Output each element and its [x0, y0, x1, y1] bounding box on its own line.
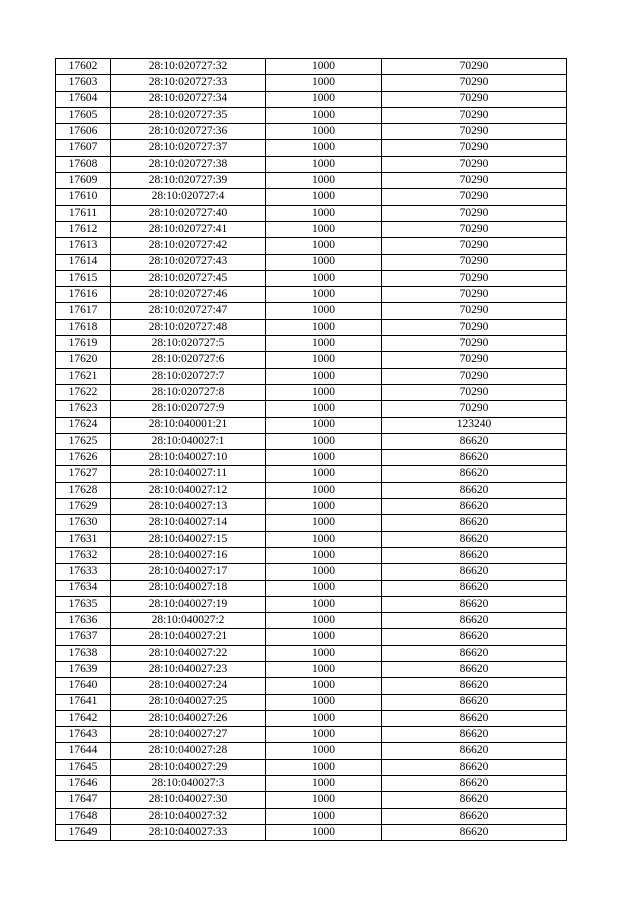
value-cell: 70290: [382, 368, 567, 384]
row-number-cell: 17621: [56, 368, 111, 384]
table-row: [56, 629, 567, 645]
table-row: [56, 808, 567, 824]
table-row: [56, 678, 567, 694]
value-cell: 70290: [382, 107, 567, 123]
value-cell: 70290: [382, 156, 567, 172]
area-cell: 1000: [266, 221, 382, 237]
area-cell: 1000: [266, 59, 382, 75]
cadastral-number-cell: 28:10:040027:12: [111, 482, 266, 498]
cadastral-number-cell: 28:10:040027:21: [111, 629, 266, 645]
table-row: [56, 270, 567, 286]
row-number-cell: 17609: [56, 173, 111, 189]
area-cell: 1000: [266, 433, 382, 449]
row-number-cell: 17626: [56, 450, 111, 466]
area-cell: 1000: [266, 238, 382, 254]
row-number-cell: 17603: [56, 75, 111, 91]
row-number-cell: 17642: [56, 710, 111, 726]
value-cell: 70290: [382, 140, 567, 156]
area-cell: 1000: [266, 499, 382, 515]
value-cell: 70290: [382, 384, 567, 400]
value-cell: 70290: [382, 401, 567, 417]
area-cell: 1000: [266, 254, 382, 270]
row-number-cell: 17624: [56, 417, 111, 433]
value-cell: 86620: [382, 482, 567, 498]
row-number-cell: 17612: [56, 221, 111, 237]
value-cell: 70290: [382, 336, 567, 352]
cadastral-number-cell: 28:10:040027:29: [111, 759, 266, 775]
row-number-cell: 17637: [56, 629, 111, 645]
area-cell: 1000: [266, 124, 382, 140]
table-row: [56, 254, 567, 270]
table-row: [56, 450, 567, 466]
cadastral-number-cell: 28:10:020727:37: [111, 140, 266, 156]
cadastral-number-cell: 28:10:040027:10: [111, 450, 266, 466]
cadastral-number-cell: 28:10:040027:13: [111, 499, 266, 515]
table-row: [56, 645, 567, 661]
row-number-cell: 17648: [56, 808, 111, 824]
value-cell: 86620: [382, 743, 567, 759]
cadastral-number-cell: 28:10:040027:17: [111, 564, 266, 580]
area-cell: 1000: [266, 352, 382, 368]
row-number-cell: 17623: [56, 401, 111, 417]
table-row: [56, 743, 567, 759]
cadastral-number-cell: 28:10:040001:21: [111, 417, 266, 433]
cadastral-number-cell: 28:10:020727:7: [111, 368, 266, 384]
area-cell: 1000: [266, 759, 382, 775]
area-cell: 1000: [266, 515, 382, 531]
area-cell: 1000: [266, 450, 382, 466]
value-cell: 70290: [382, 352, 567, 368]
value-cell: 86620: [382, 515, 567, 531]
row-number-cell: 17618: [56, 319, 111, 335]
value-cell: 86620: [382, 433, 567, 449]
row-number-cell: 17602: [56, 59, 111, 75]
row-number-cell: 17634: [56, 580, 111, 596]
row-number-cell: 17611: [56, 205, 111, 221]
row-number-cell: 17649: [56, 824, 111, 840]
value-cell: 86620: [382, 710, 567, 726]
area-cell: 1000: [266, 303, 382, 319]
table-row: [56, 189, 567, 205]
cadastral-number-cell: 28:10:020727:9: [111, 401, 266, 417]
row-number-cell: 17631: [56, 531, 111, 547]
table-row: [56, 824, 567, 840]
area-cell: 1000: [266, 694, 382, 710]
cadastral-number-cell: 28:10:020727:33: [111, 75, 266, 91]
row-number-cell: 17613: [56, 238, 111, 254]
value-cell: 86620: [382, 450, 567, 466]
area-cell: 1000: [266, 531, 382, 547]
value-cell: 70290: [382, 287, 567, 303]
row-number-cell: 17619: [56, 336, 111, 352]
area-cell: 1000: [266, 661, 382, 677]
value-cell: 70290: [382, 59, 567, 75]
table-row: [56, 482, 567, 498]
cadastral-number-cell: 28:10:040027:23: [111, 661, 266, 677]
cadastral-number-cell: 28:10:020727:48: [111, 319, 266, 335]
value-cell: 86620: [382, 613, 567, 629]
value-cell: 86620: [382, 808, 567, 824]
value-cell: 86620: [382, 661, 567, 677]
row-number-cell: 17606: [56, 124, 111, 140]
table-row: [56, 287, 567, 303]
table-row: [56, 499, 567, 515]
area-cell: 1000: [266, 189, 382, 205]
area-cell: 1000: [266, 727, 382, 743]
value-cell: 70290: [382, 124, 567, 140]
area-cell: 1000: [266, 156, 382, 172]
table-row: [56, 613, 567, 629]
row-number-cell: 17608: [56, 156, 111, 172]
value-cell: 86620: [382, 645, 567, 661]
value-cell: 86620: [382, 580, 567, 596]
area-cell: 1000: [266, 629, 382, 645]
area-cell: 1000: [266, 824, 382, 840]
area-cell: 1000: [266, 808, 382, 824]
row-number-cell: 17639: [56, 661, 111, 677]
value-cell: 70290: [382, 303, 567, 319]
value-cell: 86620: [382, 759, 567, 775]
row-number-cell: 17647: [56, 792, 111, 808]
table-row: [56, 547, 567, 563]
table-row: [56, 401, 567, 417]
cadastral-number-cell: 28:10:040027:16: [111, 547, 266, 563]
cadastral-number-cell: 28:10:040027:26: [111, 710, 266, 726]
cadastral-number-cell: 28:10:020727:34: [111, 91, 266, 107]
row-number-cell: 17614: [56, 254, 111, 270]
row-number-cell: 17607: [56, 140, 111, 156]
area-cell: 1000: [266, 564, 382, 580]
table-row: [56, 694, 567, 710]
value-cell: 70290: [382, 189, 567, 205]
area-cell: 1000: [266, 319, 382, 335]
table-row: [56, 727, 567, 743]
row-number-cell: 17644: [56, 743, 111, 759]
cadastral-number-cell: 28:10:020727:32: [111, 59, 266, 75]
area-cell: 1000: [266, 336, 382, 352]
cadastral-number-cell: 28:10:040027:15: [111, 531, 266, 547]
area-cell: 1000: [266, 368, 382, 384]
row-number-cell: 17616: [56, 287, 111, 303]
table-row: [56, 580, 567, 596]
row-number-cell: 17605: [56, 107, 111, 123]
value-cell: 86620: [382, 596, 567, 612]
table-row: [56, 759, 567, 775]
table-row: [56, 368, 567, 384]
value-cell: 70290: [382, 270, 567, 286]
value-cell: 86620: [382, 727, 567, 743]
table-row: [56, 205, 567, 221]
cadastral-number-cell: 28:10:020727:8: [111, 384, 266, 400]
table-row: [56, 596, 567, 612]
value-cell: 123240: [382, 417, 567, 433]
row-number-cell: 17622: [56, 384, 111, 400]
cadastral-number-cell: 28:10:020727:5: [111, 336, 266, 352]
table-row: [56, 336, 567, 352]
value-cell: 70290: [382, 75, 567, 91]
area-cell: 1000: [266, 743, 382, 759]
row-number-cell: 17617: [56, 303, 111, 319]
cadastral-number-cell: 28:10:040027:28: [111, 743, 266, 759]
table-row: [56, 352, 567, 368]
table-row: [56, 776, 567, 792]
value-cell: 86620: [382, 564, 567, 580]
table-row: [56, 107, 567, 123]
data-table: [55, 58, 567, 841]
cadastral-number-cell: 28:10:020727:43: [111, 254, 266, 270]
cadastral-number-cell: 28:10:020727:45: [111, 270, 266, 286]
table-row: [56, 124, 567, 140]
value-cell: 86620: [382, 792, 567, 808]
row-number-cell: 17615: [56, 270, 111, 286]
value-cell: 86620: [382, 678, 567, 694]
table-row: [56, 238, 567, 254]
row-number-cell: 17643: [56, 727, 111, 743]
area-cell: 1000: [266, 792, 382, 808]
table-row: [56, 564, 567, 580]
table-row: [56, 433, 567, 449]
table-row: [56, 140, 567, 156]
table-row: [56, 156, 567, 172]
row-number-cell: 17629: [56, 499, 111, 515]
area-cell: 1000: [266, 417, 382, 433]
value-cell: 70290: [382, 221, 567, 237]
cadastral-number-cell: 28:10:020727:41: [111, 221, 266, 237]
cadastral-number-cell: 28:10:040027:14: [111, 515, 266, 531]
area-cell: 1000: [266, 466, 382, 482]
table-row: [56, 59, 567, 75]
table-row: [56, 221, 567, 237]
area-cell: 1000: [266, 613, 382, 629]
table-row: [56, 173, 567, 189]
cadastral-number-cell: 28:10:020727:46: [111, 287, 266, 303]
cadastral-number-cell: 28:10:040027:1: [111, 433, 266, 449]
area-cell: 1000: [266, 75, 382, 91]
value-cell: 86620: [382, 499, 567, 515]
value-cell: 70290: [382, 319, 567, 335]
value-cell: 86620: [382, 629, 567, 645]
cadastral-number-cell: 28:10:040027:19: [111, 596, 266, 612]
cadastral-number-cell: 28:10:040027:32: [111, 808, 266, 824]
area-cell: 1000: [266, 205, 382, 221]
cadastral-number-cell: 28:10:040027:30: [111, 792, 266, 808]
value-cell: 70290: [382, 205, 567, 221]
value-cell: 86620: [382, 466, 567, 482]
cadastral-number-cell: 28:10:040027:3: [111, 776, 266, 792]
cadastral-number-cell: 28:10:040027:2: [111, 613, 266, 629]
area-cell: 1000: [266, 678, 382, 694]
value-cell: 70290: [382, 173, 567, 189]
area-cell: 1000: [266, 173, 382, 189]
table-row: [56, 466, 567, 482]
area-cell: 1000: [266, 596, 382, 612]
area-cell: 1000: [266, 270, 382, 286]
cadastral-number-cell: 28:10:020727:36: [111, 124, 266, 140]
table-row: [56, 792, 567, 808]
row-number-cell: 17630: [56, 515, 111, 531]
row-number-cell: 17610: [56, 189, 111, 205]
row-number-cell: 17633: [56, 564, 111, 580]
area-cell: 1000: [266, 287, 382, 303]
row-number-cell: 17638: [56, 645, 111, 661]
table-body: [56, 59, 567, 841]
value-cell: 70290: [382, 254, 567, 270]
value-cell: 86620: [382, 531, 567, 547]
row-number-cell: 17604: [56, 91, 111, 107]
row-number-cell: 17635: [56, 596, 111, 612]
row-number-cell: 17636: [56, 613, 111, 629]
area-cell: 1000: [266, 710, 382, 726]
row-number-cell: 17628: [56, 482, 111, 498]
cadastral-number-cell: 28:10:020727:35: [111, 107, 266, 123]
value-cell: 70290: [382, 238, 567, 254]
cadastral-number-cell: 28:10:040027:22: [111, 645, 266, 661]
cadastral-number-cell: 28:10:020727:47: [111, 303, 266, 319]
cadastral-number-cell: 28:10:040027:11: [111, 466, 266, 482]
row-number-cell: 17641: [56, 694, 111, 710]
cadastral-number-cell: 28:10:040027:24: [111, 678, 266, 694]
area-cell: 1000: [266, 91, 382, 107]
table-row: [56, 531, 567, 547]
table-row: [56, 91, 567, 107]
cadastral-number-cell: 28:10:020727:38: [111, 156, 266, 172]
value-cell: 86620: [382, 694, 567, 710]
table-row: [56, 75, 567, 91]
table-row: [56, 319, 567, 335]
value-cell: 70290: [382, 91, 567, 107]
cadastral-number-cell: 28:10:040027:18: [111, 580, 266, 596]
area-cell: 1000: [266, 547, 382, 563]
cadastral-number-cell: 28:10:040027:25: [111, 694, 266, 710]
row-number-cell: 17625: [56, 433, 111, 449]
area-cell: 1000: [266, 482, 382, 498]
value-cell: 86620: [382, 776, 567, 792]
table-row: [56, 417, 567, 433]
table-row: [56, 303, 567, 319]
cadastral-number-cell: 28:10:020727:39: [111, 173, 266, 189]
row-number-cell: 17646: [56, 776, 111, 792]
row-number-cell: 17640: [56, 678, 111, 694]
area-cell: 1000: [266, 140, 382, 156]
table-row: [56, 515, 567, 531]
value-cell: 86620: [382, 547, 567, 563]
cadastral-number-cell: 28:10:040027:27: [111, 727, 266, 743]
area-cell: 1000: [266, 580, 382, 596]
area-cell: 1000: [266, 384, 382, 400]
area-cell: 1000: [266, 776, 382, 792]
row-number-cell: 17645: [56, 759, 111, 775]
cadastral-number-cell: 28:10:020727:6: [111, 352, 266, 368]
cadastral-number-cell: 28:10:020727:4: [111, 189, 266, 205]
value-cell: 86620: [382, 824, 567, 840]
table-row: [56, 710, 567, 726]
table-row: [56, 661, 567, 677]
row-number-cell: 17620: [56, 352, 111, 368]
row-number-cell: 17627: [56, 466, 111, 482]
row-number-cell: 17632: [56, 547, 111, 563]
cadastral-number-cell: 28:10:040027:33: [111, 824, 266, 840]
area-cell: 1000: [266, 401, 382, 417]
cadastral-number-cell: 28:10:020727:42: [111, 238, 266, 254]
table-row: [56, 384, 567, 400]
cadastral-number-cell: 28:10:020727:40: [111, 205, 266, 221]
area-cell: 1000: [266, 107, 382, 123]
area-cell: 1000: [266, 645, 382, 661]
